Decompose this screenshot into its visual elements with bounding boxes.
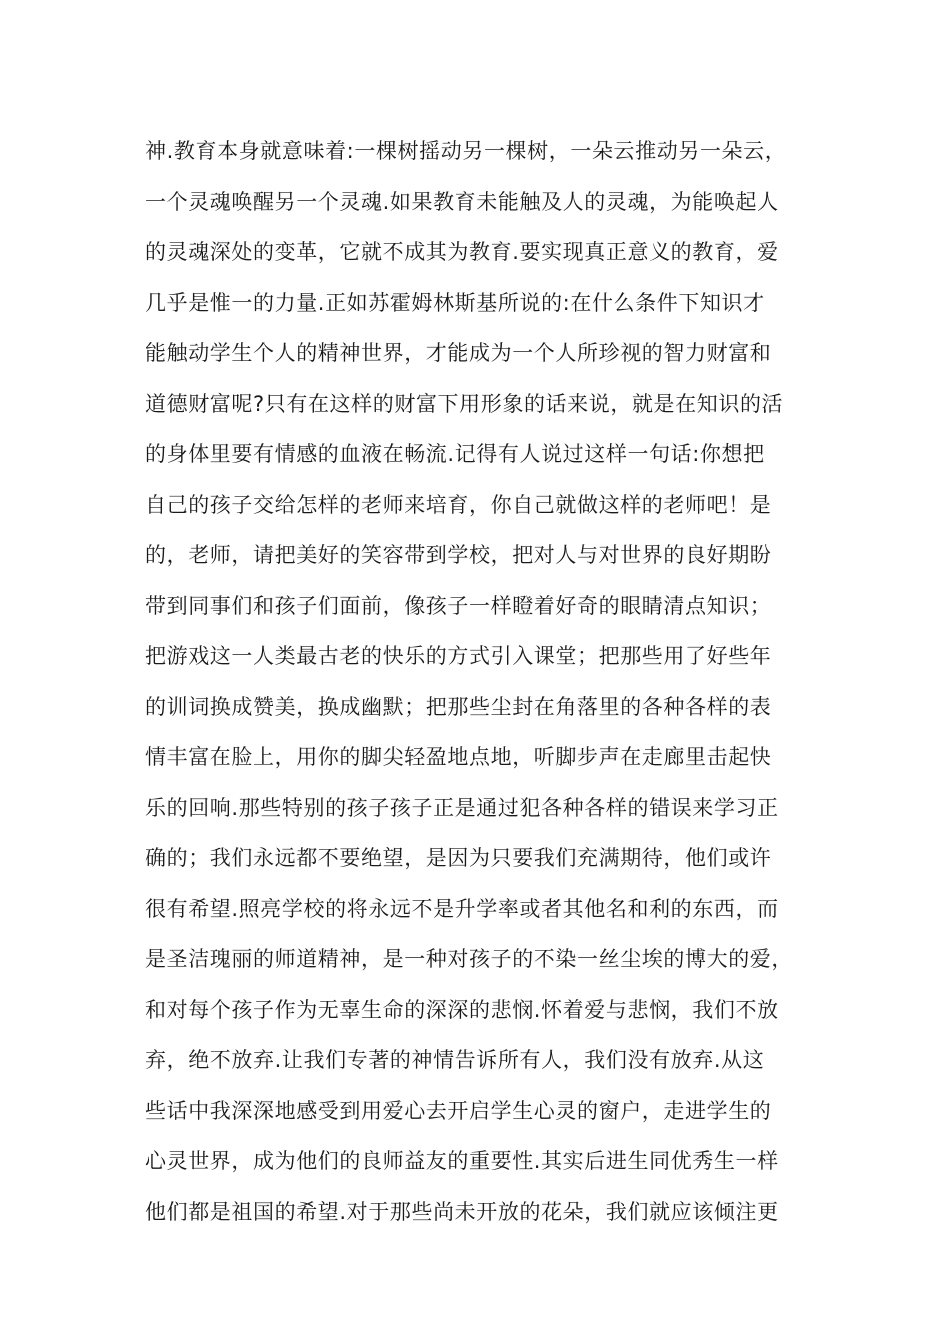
- text-line: 他们都是祖国的希望.对于那些尚未开放的花朵，我们就应该倾注更: [145, 1199, 779, 1224]
- text-line: 情丰富在脸上，用你的脚尖轻盈地点地，听脚步声在走廊里击起快: [145, 745, 772, 769]
- text-line: 能触动学生个人的精神世界，才能成为一个人所珍视的智力财富和: [145, 341, 772, 365]
- text-line: 的，老师，请把美好的笑容带到学校，把对人与对世界的良好期盼: [145, 543, 772, 567]
- text-line: 一个灵魂唤醒另一个灵魂.如果教育未能触及人的灵魂，为能唤起人: [145, 189, 779, 214]
- text-line: 心灵世界，成为他们的良师益友的重要性.其实后进生同优秀生一样: [145, 1149, 779, 1173]
- text-line: 很有希望.照亮学校的将永远不是升学率或者其他名和利的东西，而: [145, 896, 779, 921]
- body-text: [145, 126, 810, 1237]
- text-line: 的身体里要有情感的血液在畅流.记得有人说过这样一句话:你想把: [145, 442, 765, 466]
- text-line: 确的；我们永远都不要绝望，是因为只要我们充满期待，他们或许: [145, 846, 772, 870]
- text-line: 的训词换成赞美，换成幽默；把那些尘封在角落里的各种各样的表: [145, 694, 772, 719]
- text-line: 的灵魂深处的变革，它就不成其为教育.要实现真正意义的教育，爱: [145, 240, 779, 264]
- text-line: 弃，绝不放弃.让我们专著的神情告诉所有人，我们没有放弃.从这: [145, 1048, 765, 1072]
- text-line: 带到同事们和孩子们面前，像孩子一样瞪着好奇的眼睛清点知识；: [145, 593, 772, 618]
- text-line: 和对每个孩子作为无辜生命的深深的悲悯.怀着爱与悲悯，我们不放: [145, 997, 779, 1022]
- text-line: 是圣洁瑰丽的师道精神，是一种对孩子的不染一丝尘埃的博大的爱，: [145, 947, 793, 971]
- text-line: 把游戏这一人类最古老的快乐的方式引入课堂；把那些用了好些年: [145, 644, 772, 668]
- text-line: 神.教育本身就意味着:一棵树摇动另一棵树，一朵云推动另一朵云，: [145, 139, 787, 163]
- text-line: 乐的回响.那些特别的孩子孩子正是通过犯各种各样的错误来学习正: [145, 795, 779, 820]
- text-line: 道德财富呢?只有在这样的财富下用形象的话来说，就是在知识的活: [145, 391, 784, 416]
- text-line: 自己的孩子交给怎样的老师来培育，你自己就做这样的老师吧！是: [145, 492, 772, 517]
- text-line: 些话中我深深地感受到用爱心去开启学生心灵的窗户，走进学生的: [145, 1098, 772, 1123]
- text-line: 几乎是惟一的力量.正如苏霍姆林斯基所说的:在什么条件下知识才: [145, 290, 765, 315]
